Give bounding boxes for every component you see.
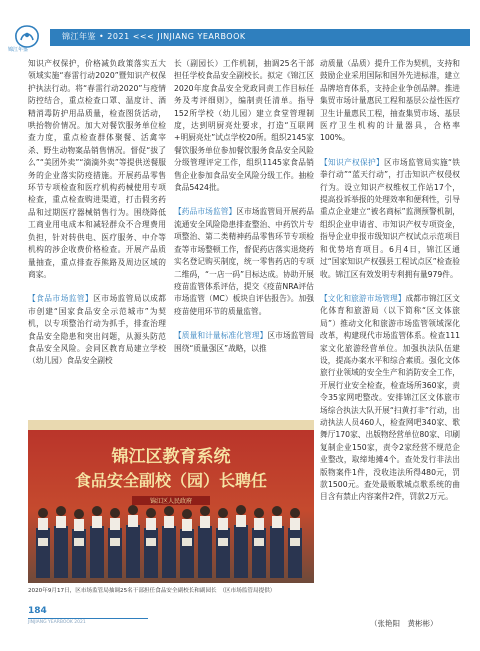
section-tag: 【食品市场监管】: [28, 294, 94, 304]
section-tag: 【质量和计量标准化管理】: [174, 331, 268, 341]
section-tag: 【文化和旅游市场管理】: [320, 293, 406, 303]
paragraph-culture-tourism: 【文化和旅游市场管理】成都市锦江区文化体育和旅游局（以下简称“区文体旅局”）推动文化和旅游市场监管领域深化改革，构建现代市场监管体系。检查111家文化旅游经营单位。加强执法队伍建设，提高办案水平和综合素质。强化文体旅行业领域的安全生产和消防安全工作，开展行业安全检查，检查场所360家，责令35家网吧整改。安排锦江区文体旅市场综合执法大队开展“扫黄打非”行动，出动执法人员460人，检查网吧340家、歌舞厅170家、出版物经营单位80家、印刷复制企业150家，责令2家经营不规范企业整改，取缔地摊4个。查处发行非法出版物案件1件，没收违法所得480元，罚款1500元。查处最贩歌城点歌系统的曲目含有禁止内容案件2件，罚款2万元。: [320, 293, 460, 502]
event-photo-illustration: [28, 420, 314, 583]
event-photo: [28, 420, 314, 583]
page-divider: [28, 618, 148, 619]
paragraph: 动质量（品质）提升工作为契机，支持和鼓励企业采用国际和国外先进标准，建立品牌培育体系，支持企业争创品牌。推进集贸市场计量惠民工程和基层公益性医疗卫生计量惠民工程，抽查集贸市场、基层医疗卫生机构的计量器具，合格率100%。: [320, 59, 460, 143]
paragraph-drug-market: 【药品市场监管】区市场监管局开展药品流通安全风险隐患排查整治、中药饮片专项整治、第二类精神药品零售环节专项检查等市场整顿工作，督促药店落实退烧药实名登记购买制度，统一零售药店的专项二维码，“一店一码”目标达成。协助开展疫苗监管体系评估，提交《疫苗NRA评估市场监管（MC）板块自评估报告》。加强疫苗使用环节的质量监管。: [174, 207, 314, 316]
footer-text: JINJIANG YEARBOOK 2021: [28, 620, 86, 625]
section-tag: 【药品市场监管】: [174, 207, 237, 217]
header-title: 锦江年鉴 • 2021 <<< JINJIANG YEARBOOK: [62, 32, 246, 41]
text-column-1: [28, 58, 166, 368]
author-signature: （张艳阳 黄彬彬）: [370, 619, 438, 628]
page-number: 184: [28, 606, 47, 616]
photo-caption: 2020年9月17日，区市场监管局抽调25名干部担任食品安全副校长和副园长 （区市场监管局提供）: [28, 588, 276, 594]
paragraph-food-market: 【食品市场监管】区市场监管局以成都市创建“国家食品安全示范城市”为契机，以专项整治行动为抓手，排查治理食品安全隐患和突出问题，从源头防范食品安全风险。会同区教育局建立学校（幼儿园）食品安全副校: [28, 294, 166, 366]
header-band: [50, 29, 470, 46]
logo-text: 锦江年鉴: [8, 47, 29, 53]
lower-banner: 锦江区人民政府: [149, 498, 193, 505]
text-column-3: [320, 58, 460, 504]
paragraph: 知识产权保护，价格减负政策落实五大领域实施“春雷行动2020”暨知识产权保护执法行动。将“春雷行动2020”与疫情防控结合，重点检查口罩、温度计、酒精消毒防护用品质量，检查图货活动，哄抬物价情况。加大对餐饮服务单位检查力度，重点检查群体聚餐、活禽宰杀、野生动物案品销售情况。督促“拔了么”“美团外卖”“滴滴外卖”等提供送餐服务的企业落实防疫措施。开展药品零售环节专项检查和医疗机构药械使用专项检查，重点检查购进渠道，打击假劣药品和过期医疗器械销售行为。围绕降低工商业用电成本和减轻群众不合理费用负担，针对转供电、医疗服务、中介等机构的涉企收费价格检查。开展产品质量抽查，重点排查吞熊路及周边区域的商家。: [28, 59, 166, 279]
banner-line-2: 食品安全副校（园）长聘任: [74, 471, 268, 490]
page-header: [0, 0, 480, 53]
people-group: [36, 505, 302, 578]
paragraph-ip-protection: 【知识产权保护】区市场监管局实施“铁拳行动”“蓝天行动”，打击知识产权侵权行为。设立知识产权维权工作站17个，提高投诉举报的处理效率和便利性，引导重点企业建立“被名商标”监测预警机制，组织企业申请省、市知识产权专项资金，指导企业申报市级知识产权试点示范项目和优势培育项目。6月4日，锦江区通过“国家知识产权强县工程试点区”检查验收。锦江区有效发明专利拥有量979件。: [320, 157, 460, 279]
banner-line-1: 锦江区教育系统: [111, 447, 231, 467]
section-tag: 【知识产权保护】: [320, 157, 385, 167]
text-column-2: [174, 58, 314, 355]
paragraph: 长（副园长）工作机制，抽调25名干部担任学校食品安全副校长。拟定《锦江区2020年度食品安全党政同责工作目标任务及考评细则》，编制责任清单。指导152所学校（幼儿园）建立食堂管理制度，达到明厨亮灶要求，打造“互联网+明厨亮灶”试点学校20所。组织2145家餐饮服务单位参加餐饮服务食品安全风险分级管理评定工作，组织1145家食品销售企业参加食品安全风险分级工作。抽检食品5424批。: [174, 59, 314, 193]
paragraph-quality: 【质量和计量标准化管理】区市场监管局围绕“质量强区”战略，以推: [174, 331, 314, 353]
